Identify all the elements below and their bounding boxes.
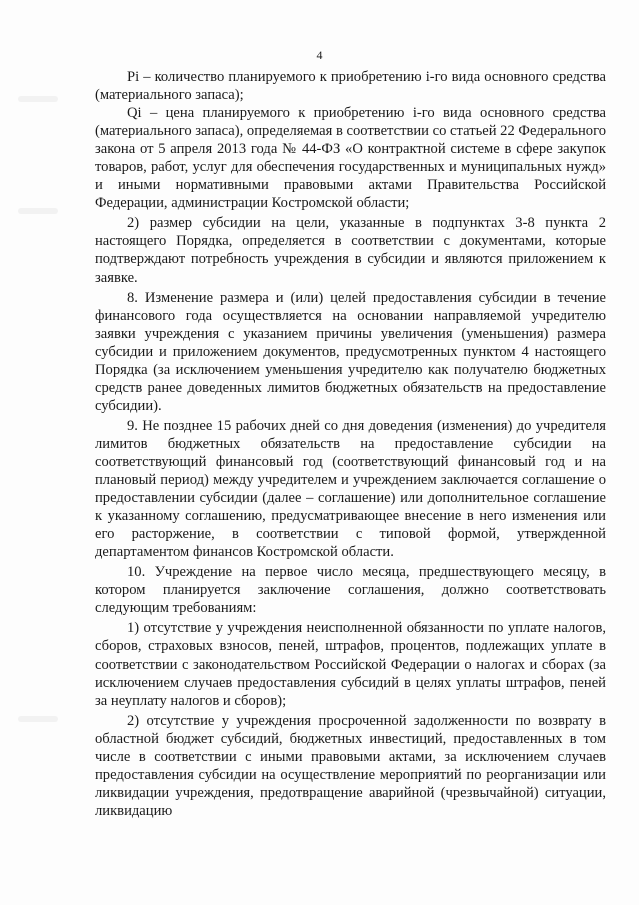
paragraph-qi-definition: Qi – цена планируемого к приобретению i-го вида основного средства (материального запаса), определяемая в соответствии со статьей 22 Федерального закона от 5 апреля 2013 года № 44-ФЗ «О контрактной системе в сфере закупок товаров, работ, услуг для обеспечения государственных и муниципальных нужд» и иными нормативными правовыми актами Правительства Российской Федерации, администрации Костромской области; [95, 105, 606, 212]
paragraph-item-10: 10. Учреждение на первое число месяца, предшествующего месяцу, в котором планируется заключение соглашения, должно соответствовать следующим требованиям: [95, 564, 606, 617]
scan-artifact [18, 96, 58, 102]
paragraph-subsidy-size: 2) размер субсидии на цели, указанные в подпунктах 3-8 пункта 2 настоящего Порядка, определяется в соответствии с документами, которые подтверждают потребность учреждения в субсидии и являются приложением к заявке. [95, 215, 606, 286]
scan-artifact [18, 716, 58, 722]
paragraph-item-9: 9. Не позднее 15 рабочих дней со дня доведения (изменения) до учредителя лимитов бюджетных обязательств на предоставление субсидии на соответствующий финансовый год (соответствующий финансовый год и на плановый период) между учредителем и учреждением заключается соглашение о предоставлении субсидии (далее – соглашение) или дополнительное соглашение к указанному соглашению, предусматривающее внесение в него изменения или его расторжение, в соответствии с типовой формой, утвержденной департаментом финансов Костромской области. [95, 417, 606, 561]
paragraph-item-8: 8. Изменение размера и (или) целей предоставления субсидии в течение финансового года осуществляется на основании направляемой учредителю заявки учреждения с указанием причины увеличения (уменьшения) размера субсидии и приложением документов, предусмотренных пунктом 4 настоящего Порядка (за исключением уменьшения учредителю как получателю бюджетных средств ранее доведенных лимитов бюджетных обязательств на предоставление субсидии). [95, 289, 606, 414]
scan-artifact [18, 208, 58, 214]
page-number: 4 [316, 48, 323, 62]
paragraph-requirement-1: 1) отсутствие у учреждения неисполненной обязанности по уплате налогов, сборов, страховых взносов, пеней, штрафов, процентов, подлежащих уплате в соответствии с законодательством Российской Федерации о налогах и сборах (за исключением случаев предоставления субсидий в целях уплаты штрафов, пеней за неуплату налогов и сборов); [95, 620, 606, 709]
paragraph-pi-definition: Pi – количество планируемого к приобретению i-го вида основного средства (материального запаса); [95, 69, 606, 104]
document-body [95, 68, 606, 820]
paragraph-requirement-2: 2) отсутствие у учреждения просроченной задолженности по возврату в областной бюджет субсидий, бюджетных инвестиций, предоставленных в том числе в соответствии с иными правовыми актами, за исключением случаев предоставления субсидии на осуществление мероприятий по реорганизации или ликвидации учреждения, предотвращение аварийной (чрезвычайной) ситуации, ликвидацию [95, 712, 606, 819]
